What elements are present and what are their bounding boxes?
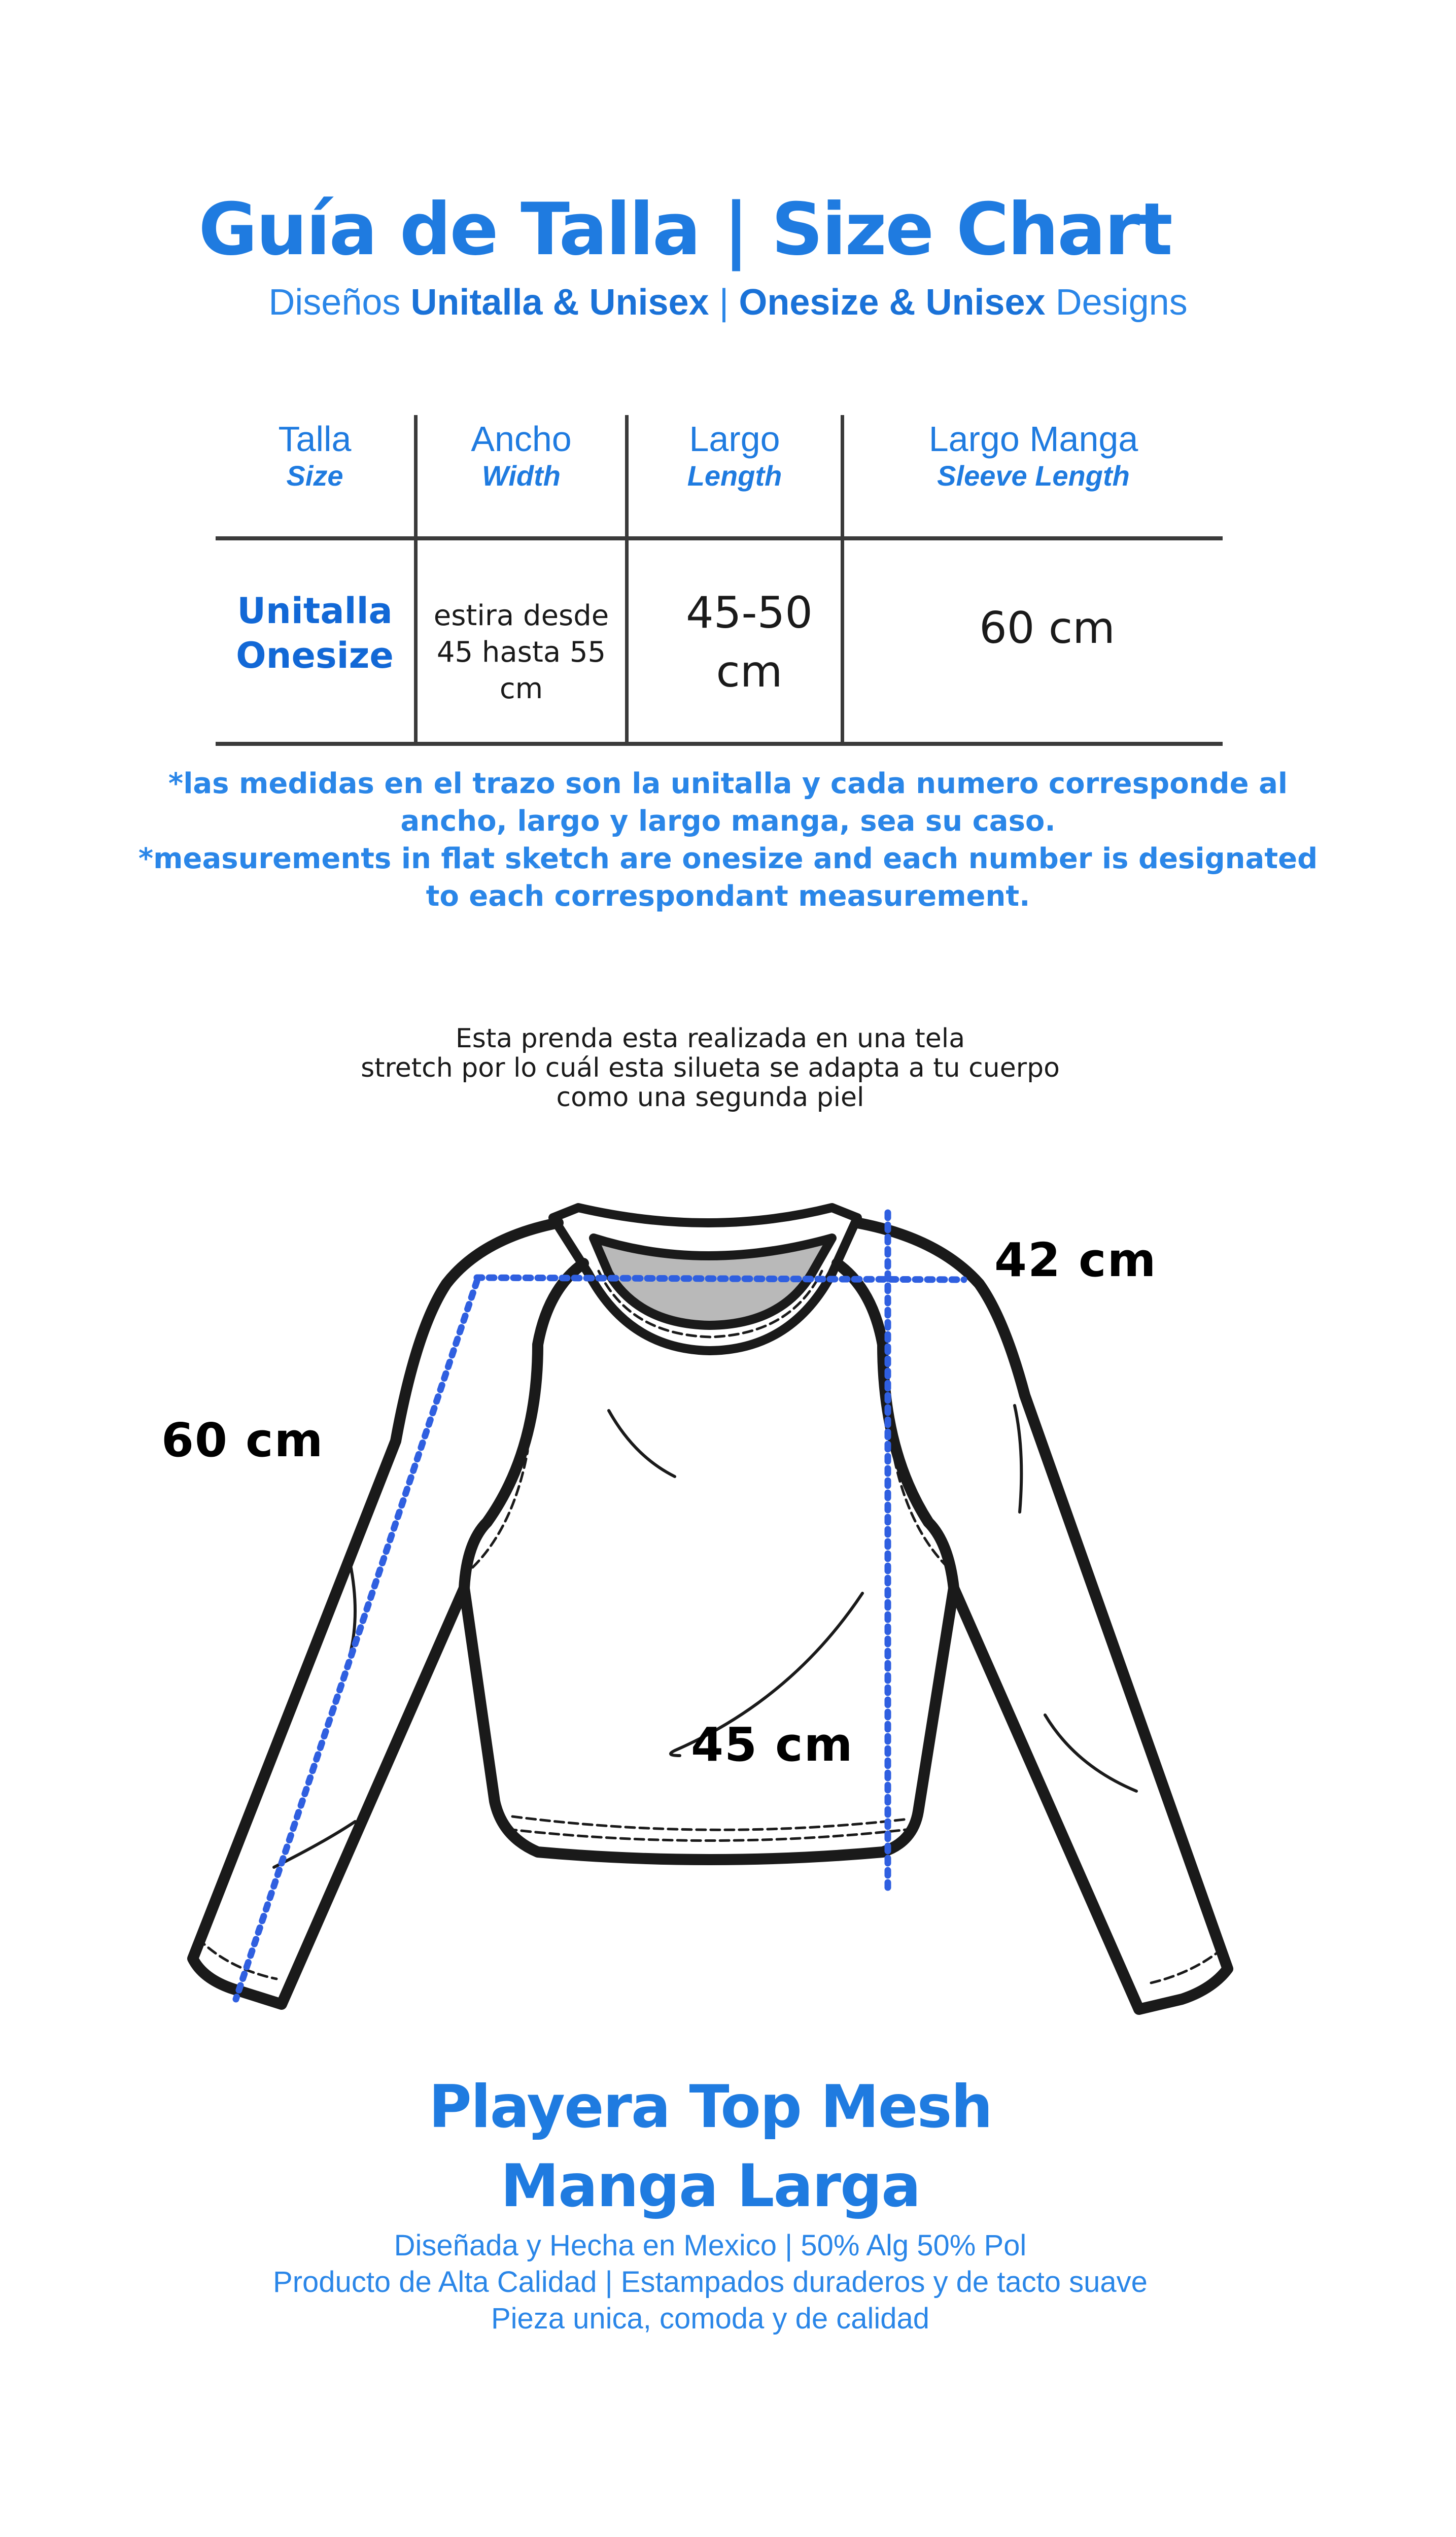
length-measurement-label: 45 cm [691, 1718, 854, 1772]
header-size [216, 419, 414, 492]
fabric-line: Esta prenda esta realizada en una tela [455, 1023, 965, 1054]
header-length [629, 419, 841, 492]
product-name [0, 2068, 1420, 2226]
header-length-en: Length [687, 460, 782, 492]
cell-length-value: 45-50 [686, 588, 813, 638]
subtitle-bold-en: Onesize & Unisex [739, 282, 1046, 323]
detail-line: Producto de Alta Calidad | Estampados duraderos y de tacto suave [273, 2266, 1148, 2299]
note-line: *las medidas en el trazo son la unitalla y cada numero corresponde al [168, 767, 1288, 800]
left-sleeve [193, 1223, 583, 2004]
detail-line: Diseñada y Hecha en Mexico | 50% Alg 50% Pol [394, 2229, 1027, 2262]
header-length-es: Largo [689, 419, 780, 459]
cell-width [418, 598, 625, 707]
page-title: Guía de Talla | Size Chart [198, 188, 1171, 271]
product-name-line2: Manga Larga [500, 2152, 920, 2220]
cell-length [629, 584, 870, 701]
note-line: to each correspondant measurement. [426, 880, 1030, 913]
fold-line [609, 1411, 675, 1477]
cell-length-unit: cm [716, 646, 783, 697]
fold-line [1045, 1715, 1136, 1791]
hem-stitch [512, 1816, 908, 1830]
cell-width-line: cm [499, 672, 543, 705]
header-width-es: Ancho [471, 419, 572, 459]
fold-line [1015, 1405, 1021, 1512]
width-measurement-label: 42 cm [994, 1233, 1157, 1287]
hem-stitch [507, 1829, 911, 1841]
sleeve-measurement-label: 60 cm [161, 1413, 324, 1467]
detail-line: Pieza unica, comoda y de calidad [491, 2302, 930, 2335]
header-width [418, 419, 625, 492]
cell-sleeve: 60 cm [979, 603, 1115, 654]
header-width-en: Width [482, 460, 561, 492]
note-line: *measurements in flat sketch are onesize and each number is designated [138, 842, 1318, 875]
product-details [0, 2227, 1420, 2337]
row-label [216, 589, 414, 678]
row-label-es: Unitalla [237, 590, 393, 632]
fabric-line: stretch por lo cuál esta silueta se adapta a tu cuerpo [361, 1053, 1060, 1083]
note-line: ancho, largo y largo manga, sea su caso. [400, 805, 1056, 838]
table-bottom-rule [216, 742, 1223, 746]
header-sleeve-es: Largo Manga [928, 419, 1138, 459]
shirt-flat-sketch [0, 1167, 1456, 2030]
cell-width-line: 45 hasta 55 [436, 636, 606, 669]
subtitle-separator: | [709, 282, 739, 323]
table-divider-2 [625, 415, 629, 746]
fabric-line: como una segunda piel [556, 1082, 864, 1113]
cell-width-line: estira desde [433, 599, 609, 632]
subtitle-bold-es: Unitalla & Unisex [410, 282, 709, 323]
table-header-rule [216, 536, 1223, 540]
product-name-line1: Playera Top Mesh [428, 2073, 992, 2141]
subtitle-suffix: Designs [1045, 282, 1188, 323]
subtitle-prefix: Diseños [268, 282, 411, 323]
right-sleeve [837, 1223, 1228, 2009]
table-divider-1 [414, 415, 418, 746]
size-table [0, 0, 1456, 761]
header-size-en: Size [286, 460, 343, 492]
header-sleeve-en: Sleeve Length [937, 460, 1130, 492]
fabric-note [0, 1024, 1420, 1112]
header-sleeve [844, 419, 1223, 492]
measurement-notes [0, 765, 1456, 915]
row-label-en: Onesize [236, 635, 394, 676]
header-size-es: Talla [278, 419, 352, 459]
